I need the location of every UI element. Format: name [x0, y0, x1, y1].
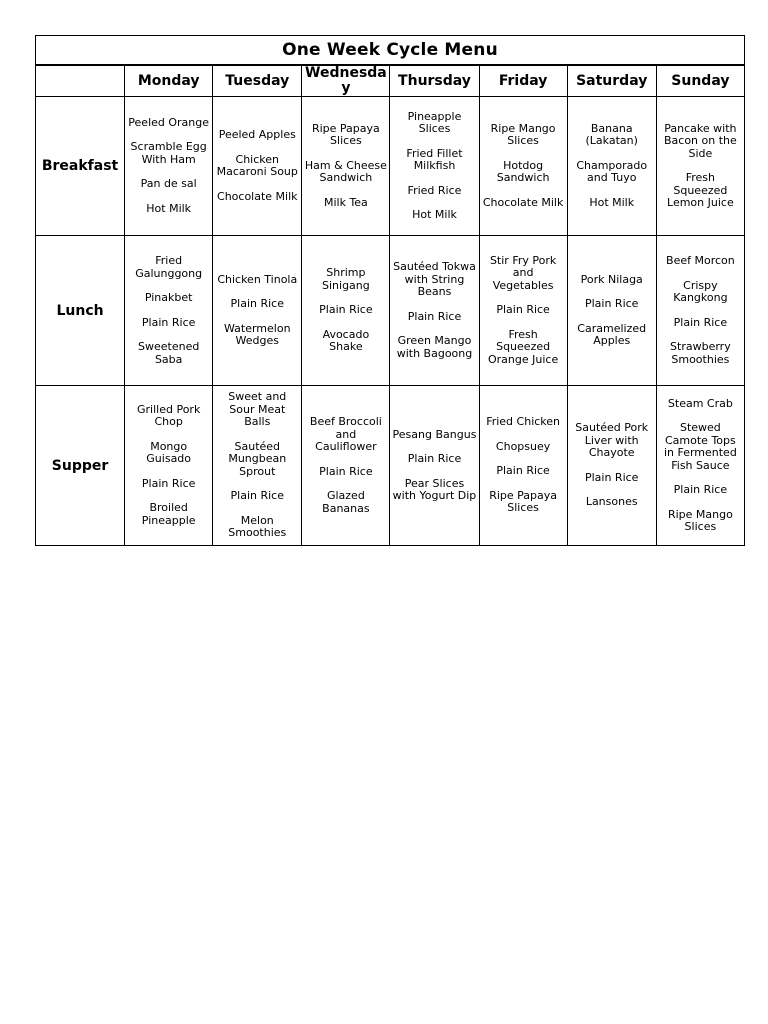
day-header-monday: Monday: [125, 65, 213, 97]
meal-row-breakfast: [36, 97, 745, 236]
dish-item: Peeled Orange: [128, 115, 210, 129]
menu-cell-lunch-monday: [125, 236, 213, 386]
dish-item: Plain Rice: [319, 464, 373, 478]
dish-item: Chocolate Milk: [482, 195, 564, 209]
dish-item: Pesang Bangus: [392, 427, 477, 441]
dish-item: Grilled Pork Chop: [137, 402, 201, 429]
day-header-sunday: Sunday: [656, 65, 744, 97]
meal-label-supper: Supper: [36, 386, 125, 546]
dish-item: Chopsuey: [495, 439, 551, 453]
dish-item: Sweetened Saba: [138, 340, 200, 366]
menu-cell-lunch-sunday: [656, 236, 744, 386]
dish-item: Sautéed Tokwa with String Beans: [393, 260, 476, 298]
dish-item: Plain Rice: [141, 476, 196, 490]
menu-cell-supper-sunday: [656, 386, 744, 546]
meal-label-lunch: Lunch: [36, 236, 125, 386]
dish-item: Champorado and Tuyo: [576, 158, 648, 185]
dish-item: Pan de sal: [140, 177, 197, 191]
dish-item: Plain Rice: [584, 470, 639, 484]
day-header-row: [36, 65, 745, 97]
menu-cell-supper-wednesday: [302, 386, 390, 546]
title-row: [36, 36, 745, 66]
menu-cell-breakfast-wednesday: [302, 97, 390, 236]
dish-item: Crispy Kangkong: [673, 278, 728, 304]
meal-row-supper: [36, 386, 745, 546]
dish-item: Scramble Egg With Ham: [130, 140, 207, 166]
dish-item: Stewed Camote Tops in Fermented Fish Sauce: [663, 421, 737, 472]
menu-cell-lunch-thursday: [390, 236, 479, 386]
dish-item: Fried Galunggong: [135, 254, 203, 280]
dish-item: Chicken Macaroni Soup: [216, 152, 298, 178]
dish-item: Plain Rice: [407, 452, 462, 465]
menu-cell-lunch-friday: [479, 236, 567, 386]
dish-item: Hot Milk: [146, 201, 192, 215]
menu-cell-breakfast-tuesday: [213, 97, 302, 236]
dish-item: Plain Rice: [230, 489, 285, 503]
dish-item: Mongo Guisado: [146, 439, 192, 466]
day-header-saturday: Saturday: [567, 65, 656, 97]
menu-title: One Week Cycle Menu: [36, 36, 745, 66]
menu-cell-supper-thursday: [390, 386, 479, 546]
menu-cell-breakfast-monday: [125, 97, 213, 236]
dish-item: Beef Morcon: [666, 254, 735, 267]
dish-item: Hot Milk: [589, 195, 635, 209]
dish-item: Beef Broccoli and Cauliflower: [309, 415, 382, 453]
dish-item: Peeled Apples: [218, 128, 296, 141]
menu-cell-supper-friday: [479, 386, 567, 546]
dish-item: Ham & Cheese Sandwich: [304, 158, 387, 185]
menu-cell-breakfast-saturday: [567, 97, 656, 236]
menu-cell-breakfast-thursday: [390, 97, 479, 236]
dish-item: Strawberry Smoothies: [670, 340, 731, 366]
dish-item: Fried Chicken: [486, 415, 561, 429]
dish-item: Pear Slices with Yogurt Dip: [392, 476, 477, 502]
dish-item: Avocado Shake: [322, 327, 370, 354]
menu-cell-breakfast-friday: [479, 97, 567, 236]
dish-item: Fried Rice: [407, 183, 462, 197]
dish-item: Plain Rice: [230, 297, 285, 310]
dish-item: Plain Rice: [407, 309, 462, 323]
day-header-tuesday: Tuesday: [213, 65, 302, 97]
dish-item: Fresh Squeezed Orange Juice: [487, 327, 559, 366]
dish-item: Fried Fillet Milkfish: [406, 146, 463, 172]
dish-item: Plain Rice: [141, 315, 196, 329]
menu-cell-supper-saturday: [567, 386, 656, 546]
menu-cell-lunch-tuesday: [213, 236, 302, 386]
dish-item: Melon Smoothies: [228, 513, 287, 540]
dish-item: Watermelon Wedges: [223, 321, 291, 347]
dish-item: Fresh Squeezed Lemon Juice: [667, 171, 734, 209]
dish-item: Plain Rice: [673, 483, 728, 496]
dish-item: Pancake with Bacon on the Side: [663, 121, 737, 160]
dish-item: Ripe Mango Slices: [667, 507, 733, 533]
dish-item: Broiled Pineapple: [141, 501, 196, 527]
dish-item: Pinakbet: [144, 291, 193, 304]
menu-cell-supper-monday: [125, 386, 213, 546]
dish-item: Sautéed Pork Liver with Chayote: [575, 421, 649, 460]
meal-label-breakfast: Breakfast: [36, 97, 125, 236]
dish-item: Hot Milk: [412, 208, 457, 221]
dish-item: Lansones: [585, 495, 638, 509]
dish-item: Banana (Lakatan): [585, 121, 638, 148]
dish-item: Plain Rice: [319, 303, 373, 317]
day-header-thursday: Thursday: [390, 65, 479, 97]
day-header-wednesday: Wednesday: [302, 65, 390, 97]
dish-item: Milk Tea: [323, 195, 368, 209]
dish-item: Pork Nilaga: [580, 272, 643, 286]
corner-cell: [36, 65, 125, 97]
menu-cell-supper-tuesday: [213, 386, 302, 546]
menu-cell-breakfast-sunday: [656, 97, 744, 236]
weekly-menu-table: [35, 35, 745, 546]
meal-row-lunch: [36, 236, 745, 386]
dish-item: Pineapple Slices: [407, 109, 462, 135]
dish-item: Plain Rice: [673, 315, 728, 329]
dish-item: Sautéed Mungbean Sprout: [228, 439, 287, 478]
dish-item: Green Mango with Bagoong: [396, 334, 473, 360]
dish-item: Hotdog Sandwich: [496, 158, 550, 185]
dish-item: Ripe Papaya Slices: [311, 121, 380, 148]
dish-item: Chocolate Milk: [217, 189, 298, 203]
dish-item: Glazed Bananas: [322, 489, 370, 515]
dish-item: Steam Crab: [667, 396, 733, 410]
menu-cell-lunch-saturday: [567, 236, 656, 386]
dish-item: Ripe Papaya Slices: [489, 488, 557, 515]
dish-item: Caramelized Apples: [577, 321, 647, 347]
dish-item: Plain Rice: [496, 303, 550, 317]
day-header-friday: Friday: [479, 65, 567, 97]
dish-item: Chicken Tinola: [217, 272, 298, 286]
menu-cell-lunch-wednesday: [302, 236, 390, 386]
dish-item: Shrimp Sinigang: [322, 266, 370, 292]
dish-item: Sweet and Sour Meat Balls: [228, 390, 287, 429]
dish-item: Ripe Mango Slices: [490, 121, 556, 148]
dish-item: Plain Rice: [496, 464, 550, 478]
dish-item: Plain Rice: [584, 297, 639, 310]
dish-item: Stir Fry Pork and Vegetables: [489, 253, 557, 292]
